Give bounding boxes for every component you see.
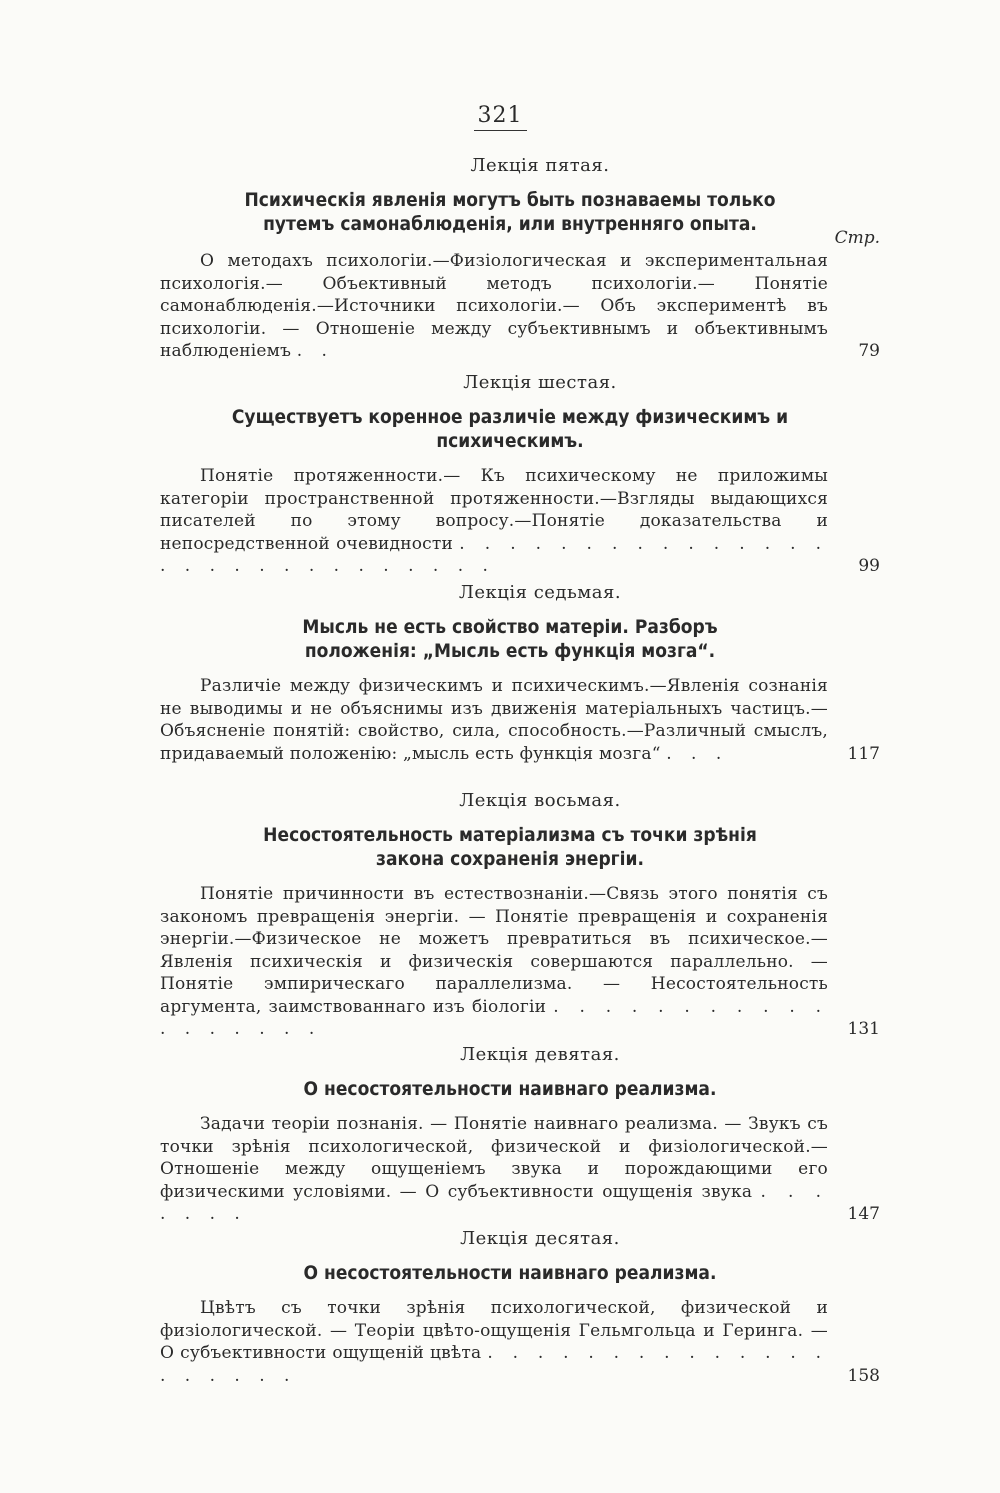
page-reference: 117 xyxy=(847,743,880,764)
lecture-title: О несостоятельности наивнаго реализма. xyxy=(303,1262,717,1284)
toc-section xyxy=(160,155,880,363)
page-column-label: Стр. xyxy=(834,228,880,248)
page-number: 321 xyxy=(0,103,1000,128)
lecture-heading: Лекція шестая. xyxy=(463,372,617,393)
lecture-contents: Цвѣтъ съ точки зрѣнія психологической, физической и физіологической. — Теоріи цвѣто-ощущенія Гельмгольца и Геринга. — О субъективности ощущеній цвѣта . . . . . . . . . . . . . . . . . . . . xyxy=(160,1298,828,1386)
toc-section xyxy=(160,790,880,1041)
page-reference: 158 xyxy=(847,1365,880,1386)
lecture-title: О несостоятельности наивнаго реализма. xyxy=(303,1078,717,1100)
lecture-heading: Лекція девятая. xyxy=(460,1044,620,1065)
page-reference: 131 xyxy=(847,1019,880,1039)
lecture-heading: Лекція восьмая. xyxy=(459,790,621,811)
lecture-contents: Понятіе протяженности.— Къ психическому не приложимы категоріи пространственной протяженности.—Взгляды выдающихся писателей по этому вопросу.—Понятіе доказательства и непосредственной очевидности . . . . . . . . . . . . . . . . . . . . . . . . . . . . . xyxy=(160,466,828,576)
toc-section xyxy=(160,1228,880,1387)
lecture-heading: Лекція десятая. xyxy=(460,1228,620,1249)
toc-section xyxy=(160,1044,880,1226)
lecture-title: Существуетъ коренное различіе между физическимъ и психическимъ. xyxy=(231,406,789,452)
toc-section xyxy=(160,582,880,765)
lecture-contents: Задачи теоріи познанія. — Понятіе наивнаго реализма. — Звукъ съ точки зрѣнія психологической, физической и физіологической.— Отношеніе между ощущеніемъ звука и порождающими его физическими условіями. — О субъективности ощущенія звука . . . . . . . xyxy=(160,1114,828,1224)
lecture-title: Несостоятельность матеріализма съ точки зрѣнія закона сохраненія энергіи. xyxy=(263,824,757,870)
page-reference: 147 xyxy=(847,1204,880,1224)
lecture-contents: Различіе между физическимъ и психическимъ.—Явленія сознанія не выводимы и не объяснимы изъ движенія матеріальныхъ частицъ.—Объясненіе понятій: свойство, сила, способность.—Различный смыслъ, придаваемый положенію: „мысль есть функція мозга“ . . . xyxy=(160,676,828,764)
lecture-title: Психическія явленія могутъ быть познаваемы только путемъ самонаблюденія, или внутренняго опыта. xyxy=(244,189,776,235)
lecture-contents: О методахъ психологіи.—Физіологическая и экспериментальная психологія.— Объективный методъ психологіи.— Понятіе самонаблюденія.—Источники психологіи.— Объ экспериментѣ въ психологіи. — Отношеніе между субъективнымъ и объективнымъ наблюденіемъ . . xyxy=(160,251,828,361)
page-reference: 79 xyxy=(858,341,880,361)
lecture-title: Мысль не есть свойство матеріи. Разборъ положенія: „Мысль есть функція мозга“. xyxy=(302,616,718,662)
lecture-contents: Понятіе причинности въ естествознаніи.—Связь этого понятія съ закономъ превращенія энергіи. — Понятіе превращенія и сохраненія энергіи.—Физическое не можетъ превратиться въ психическое.— Явленія психическія и физическія совершаются параллельно. — Понятіе эмпирическаго параллелизма. — Несостоятельность аргумента, заимствованнаго изъ біологіи . . . . . . . . . . . . . . . . . . xyxy=(160,884,829,1039)
lecture-heading: Лекція седьмая. xyxy=(458,582,622,603)
page-reference: 99 xyxy=(858,556,880,576)
lecture-heading: Лекція пятая. xyxy=(470,155,610,176)
toc-section xyxy=(160,372,880,578)
